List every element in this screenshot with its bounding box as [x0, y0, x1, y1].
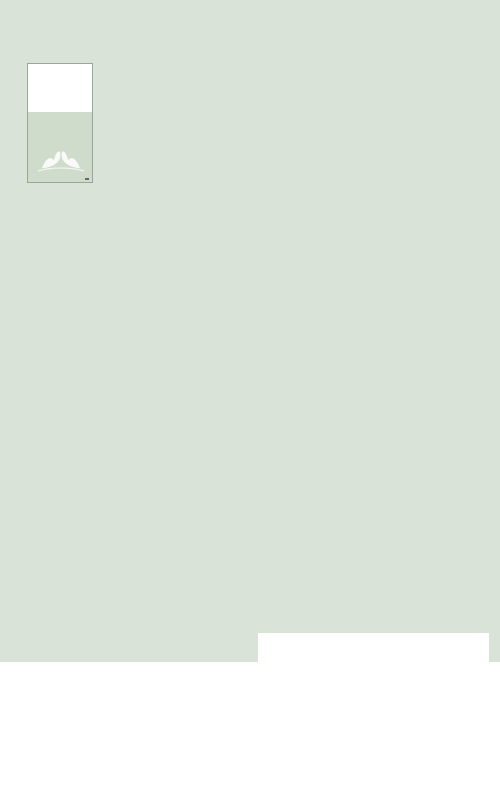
cover-thumbnail — [27, 63, 93, 183]
barcode — [268, 661, 483, 793]
isbn-barcode-box — [258, 633, 489, 798]
publisher-logo — [85, 178, 89, 180]
swans-illustration — [36, 140, 86, 174]
thumbnail-title-panel — [28, 64, 92, 112]
